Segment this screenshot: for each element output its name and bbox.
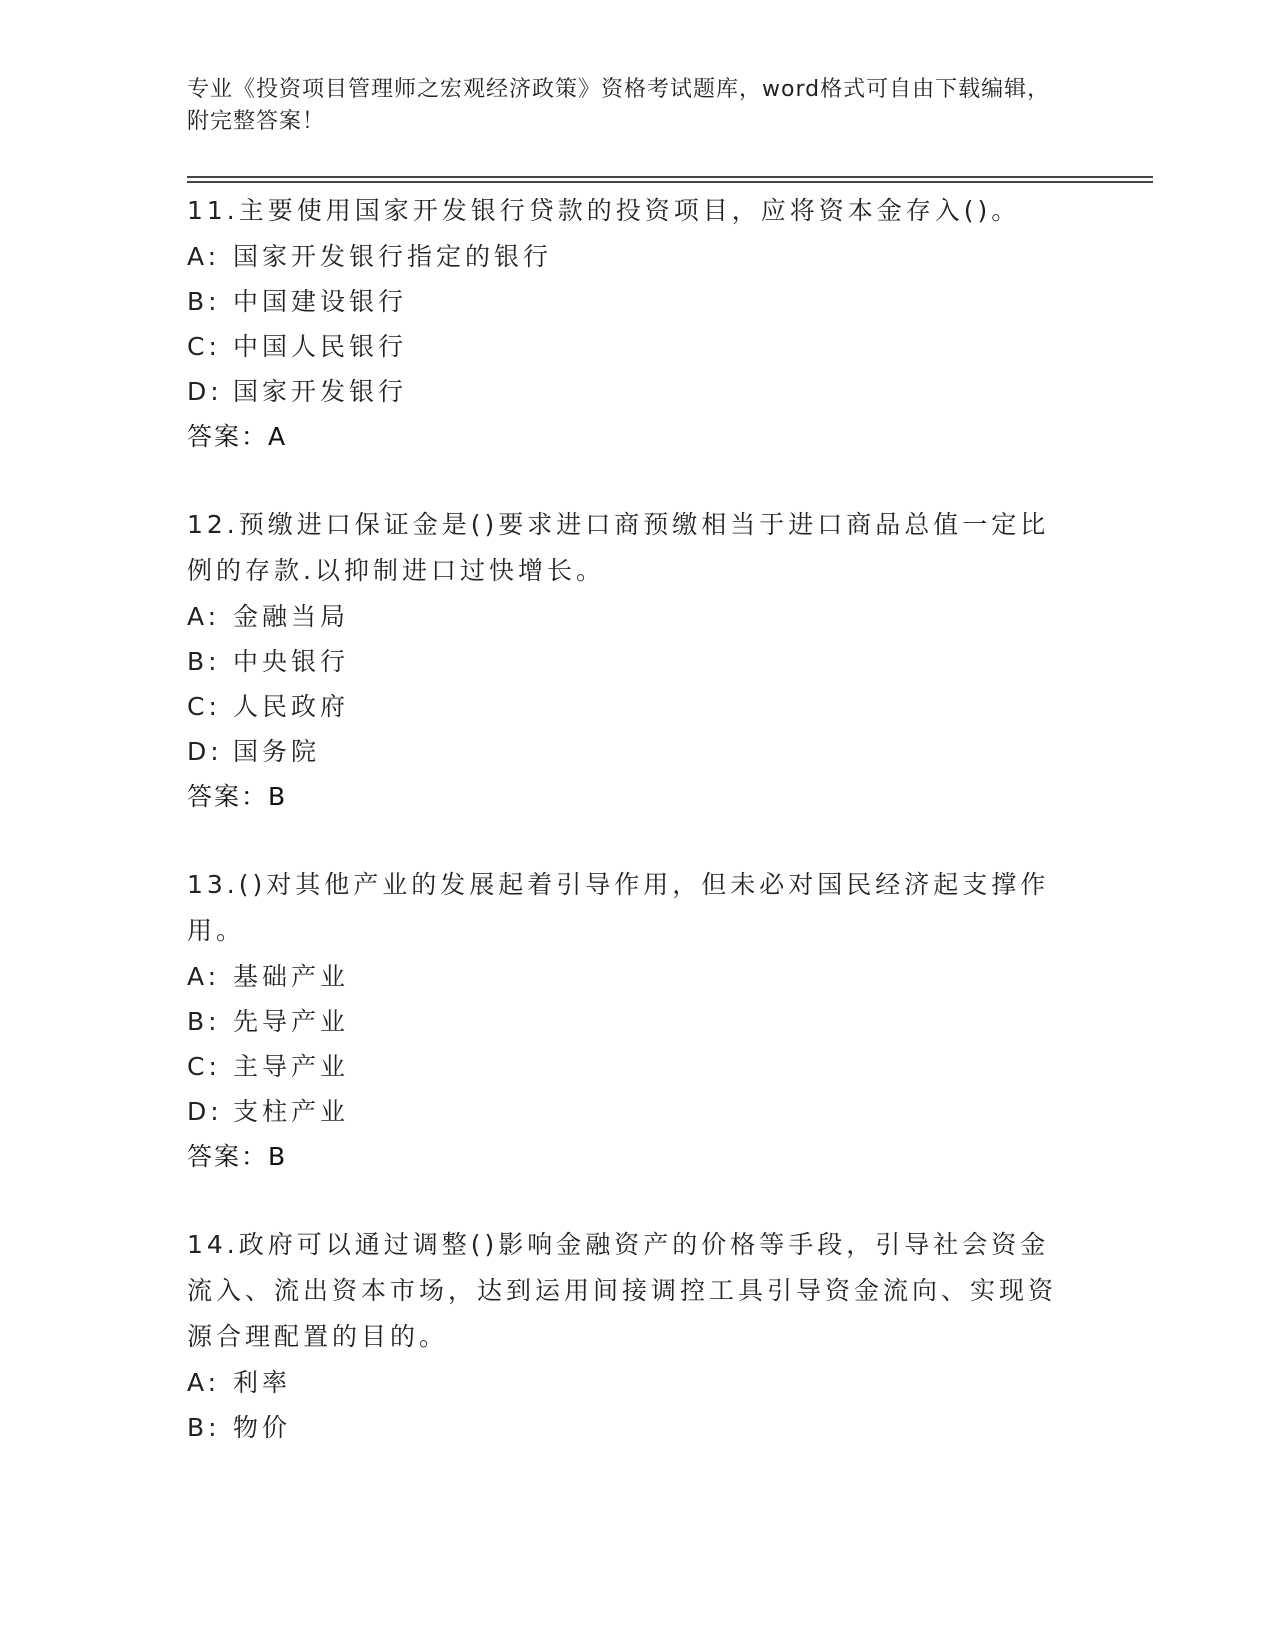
question-stem: 13.()对其他产业的发展起着引导作用，但未必对国民经济起支撑作用。 — [187, 870, 1050, 945]
option-a — [187, 234, 1077, 279]
option-b — [187, 279, 1077, 324]
question-13 — [187, 862, 1077, 1180]
option-d — [187, 1089, 1077, 1134]
option-text: 主导产业 — [233, 1052, 350, 1081]
option-text: 物价 — [233, 1413, 292, 1442]
header-divider-bottom — [187, 181, 1153, 183]
option-letter: A: — [187, 602, 221, 631]
question-stem: 11.主要使用国家开发银行贷款的投资项目，应将资本金存入()。 — [187, 196, 1021, 225]
option-a — [187, 594, 1077, 639]
question-14 — [187, 1222, 1077, 1450]
option-letter: C: — [187, 1052, 221, 1081]
option-text: 基础产业 — [233, 962, 350, 991]
option-text: 支柱产业 — [233, 1097, 350, 1126]
option-letter: C: — [187, 332, 221, 361]
option-text: 国家开发银行指定的银行 — [233, 242, 553, 271]
document-intro: 专业《投资项目管理师之宏观经济政策》资格考试题库，word格式可自由下载编辑，附完整答案！ — [187, 77, 1051, 134]
option-letter: D: — [187, 377, 223, 406]
option-letter: B: — [187, 287, 221, 316]
option-c — [187, 684, 1077, 729]
option-text: 利率 — [233, 1368, 292, 1397]
question-stem: 12.预缴进口保证金是()要求进口商预缴相当于进口商品总值一定比例的存款.以抑制进口过快增长。 — [187, 510, 1050, 585]
option-text: 中国建设银行 — [233, 287, 408, 316]
question-12 — [187, 502, 1077, 820]
option-text: 中央银行 — [233, 647, 350, 676]
option-d — [187, 369, 1077, 414]
option-letter: B: — [187, 647, 221, 676]
option-letter: C: — [187, 692, 221, 721]
option-text: 先导产业 — [233, 1007, 350, 1036]
option-b — [187, 999, 1077, 1044]
option-d — [187, 729, 1077, 774]
option-letter: A: — [187, 962, 221, 991]
option-a — [187, 1360, 1077, 1405]
answer-line: 答案：B — [187, 782, 288, 811]
option-text: 金融当局 — [233, 602, 350, 631]
option-letter: A: — [187, 242, 221, 271]
option-letter: A: — [187, 1368, 221, 1397]
option-letter: B: — [187, 1413, 221, 1442]
option-letter: D: — [187, 737, 223, 766]
option-text: 国务院 — [233, 737, 321, 766]
question-stem: 14.政府可以通过调整()影响金融资产的价格等手段，引导社会资金流入、流出资本市场，达到运用间接调控工具引导资金流向、实现资源合理配置的目的。 — [187, 1230, 1058, 1351]
option-c — [187, 1044, 1077, 1089]
option-letter: B: — [187, 1007, 221, 1036]
option-b — [187, 1405, 1077, 1450]
answer-line: 答案：A — [187, 422, 288, 451]
option-a — [187, 954, 1077, 999]
option-letter: D: — [187, 1097, 223, 1126]
answer-line: 答案：B — [187, 1142, 288, 1171]
option-c — [187, 324, 1077, 369]
option-text: 中国人民银行 — [233, 332, 408, 361]
question-11 — [187, 188, 1077, 460]
question-list — [187, 188, 1077, 1492]
option-b — [187, 639, 1077, 684]
header-divider-top — [187, 176, 1153, 178]
option-text: 人民政府 — [233, 692, 350, 721]
option-text: 国家开发银行 — [233, 377, 408, 406]
